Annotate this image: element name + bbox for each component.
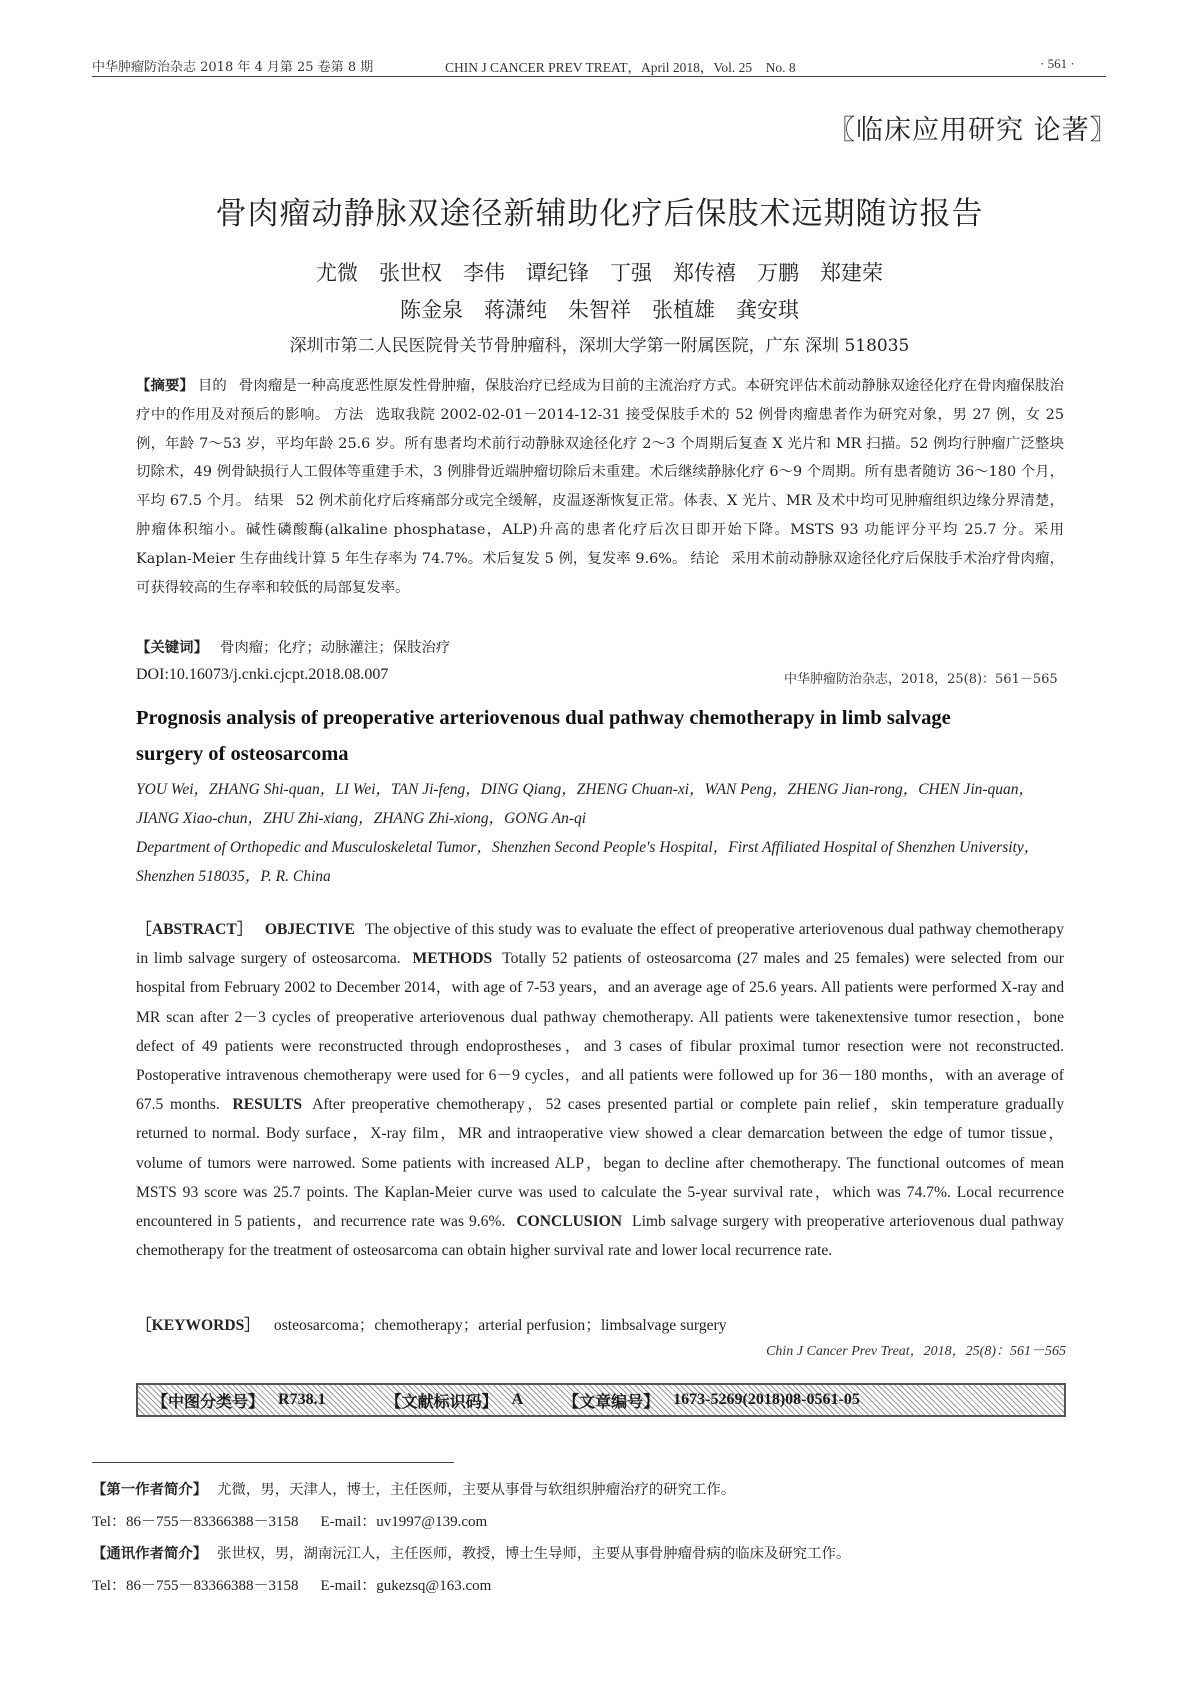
affiliation-en: Department of Orthopedic and Musculoskeletal Tumor，Shenzhen Second People's Hospital，First Affiliated Hospital of Shenzhen University，Shenzhen 518035，P. R. China <box>136 839 1040 885</box>
first-author-text: 尤微，男，天津人，博士，主任医师，主要从事骨与软组织肿瘤治疗的研究工作。 <box>217 1482 736 1498</box>
conclusion-cn-text: 采用术前动静脉双途径化疗后保肢手术治疗骨肉瘤，可获得较高的生存率和较低的局部复发率。 <box>136 550 1064 596</box>
keywords-en-label: ［KEYWORDS］ <box>136 1317 260 1334</box>
doc-code-label: 【文献标识码】 <box>385 1391 498 1411</box>
classification-box <box>136 1383 1066 1417</box>
article-id-label: 【文章编号】 <box>563 1391 660 1411</box>
first-author-contact <box>92 1510 487 1531</box>
corresponding-author-note <box>92 1542 850 1563</box>
clc-value: R738.1 <box>278 1391 326 1408</box>
objective-en-label: OBJECTIVE <box>264 921 355 938</box>
objective-cn-text: 骨肉瘤是一种高度恶性原发性骨肿瘤，保肢治疗已经成为目前的主流治疗方式。本研究评估术前动静脉双途径化疗在骨肉瘤保肢治疗中的作用及对预后的影响。 <box>136 378 1064 423</box>
methods-cn-label: 方法 <box>333 406 364 423</box>
affiliation-cn: 深圳市第二人民医院骨关节骨肿瘤科，深圳大学第一附属医院，广东 深圳 518035 <box>289 336 910 356</box>
conclusion-cn-label: 结论 <box>690 550 720 567</box>
results-en-text: After preoperative chemotherapy，52 cases presented partial or complete pain relief，skin temperature gradually returned to normal. Body surface，X-ray film，MR and intraoperative view showed a clear demarcation between the edge of tumor tissue，volume of tumors were narrowed. Some patients with increased ALP，began to decline after chemotherapy. The functional outcomes of mean MSTS 93 score was 25.7 points. The Kaplan-Meier curve was used to calculate the 5-year survival rate，which was 74.7%. Local recurrence encountered in 5 patients，and recurrence rate was 9.6%. <box>136 1096 1065 1231</box>
corresponding-label: 【通讯作者简介】 <box>92 1545 208 1562</box>
methods-cn-text: 选取我院 2002-02-01－2014-12-31 接受保肢手术的 52 例骨肉瘤患者作为研究对象，男 27 例，女 25 例，年龄 7～53 岁，平均年龄 25.6 岁。所有患者均术前行动静脉双途径化疗 2～3 个周期后复查 X 光片和 MR 扫描。52 例均行肿瘤广泛整块切除术，49 例骨缺损行人工假体等重建手术，3 例腓骨近端肿瘤切除后未重建。术后继续静脉化疗 6～9 个周期。所有患者随访 36～180 个月，平均 67.5 个月。 <box>136 406 1064 510</box>
clc-label: 【中图分类号】 <box>152 1391 265 1411</box>
abstract-en-label: ［ABSTRACT］ <box>136 921 253 938</box>
journal-header-cn: 中华肿瘤防治杂志 2018 年 4 月第 25 卷第 8 期 <box>92 60 374 75</box>
article-id-value: 1673-5269(2018)08-0561-05 <box>673 1391 860 1408</box>
authors-cn-line1: 尤微 张世权 李伟 谭纪锋 丁强 郑传禧 万鹏 郑建荣 <box>316 261 883 285</box>
corresponding-tel: Tel：86－755－83366388－3158 <box>92 1578 299 1594</box>
doc-code-value: A <box>511 1391 524 1408</box>
conclusion-en-label: CONCLUSION <box>516 1213 623 1231</box>
results-en-label: RESULTS <box>232 1096 303 1114</box>
first-author-note <box>92 1478 735 1499</box>
keywords-cn-text: 骨肉瘤；化疗；动脉灌注；保肢治疗 <box>219 640 451 656</box>
first-author-tel: Tel：86－755－83366388－3158 <box>92 1514 299 1530</box>
keywords-cn-label: 【关键词】 <box>136 639 208 656</box>
page-number: · 561 · <box>1040 56 1075 71</box>
corresponding-text: 张世权，男，湖南沅江人，主任医师，教授，博士生导师，主要从事骨肿瘤骨病的临床及研究工作。 <box>217 1546 851 1562</box>
section-tag: 〖临床应用研究 论著〗 <box>828 115 1118 146</box>
keywords-cn <box>136 636 450 657</box>
methods-en-label: METHODS <box>412 950 493 968</box>
objective-cn-label: 目的 <box>197 378 227 394</box>
first-author-email[interactable]: E-mail：uv1997@139.com <box>320 1514 488 1530</box>
methods-en-text: Totally 52 patients of osteosarcoma (27 males and 25 females) were selected from our hospital from February 2002 to December 2014，with age of 7-53 years，and an average age of 25.6 years. All patients were performed X-ray and MR scan after 2－3 cycles of preoperative arteriovenous dual pathway chemotherapy. All patients were takenextensive tumor resection，bone defect of 49 patients were reconstructed through endoprostheses，and 3 cases of fibular proximal tumor resection were not reconstructed. Postoperative intravenous chemotherapy were used for 6－9 cycles，and all patients were followed up for 36－180 months，with an average of 67.5 months. <box>136 950 1064 1114</box>
header-rule <box>92 76 1106 77</box>
corresponding-author-contact <box>92 1574 491 1595</box>
authors-cn-line2: 陈金泉 蒋潇纯 朱智祥 张植雄 龚安琪 <box>400 298 799 322</box>
title-en: Prognosis analysis of preoperative arteriovenous dual pathway chemotherapy in limb salvage surgery of osteosarcoma <box>136 707 951 765</box>
conclusion-en-text: Limb salvage surgery with preoperative arteriovenous dual pathway chemotherapy for the treatment of osteosarcoma can obtain higher survival rate and lower local recurrence rate. <box>136 1213 1064 1260</box>
objective-en-text: The objective of this study was to evaluate the effect of preoperative arteriovenous dual pathway chemotherapy in limb salvage surgery of osteosarcoma. <box>136 921 1064 968</box>
doi: DOI:10.16073/j.cnki.cjcpt.2018.08.007 <box>136 666 389 683</box>
journal-header-en: CHIN J CANCER PREV TREAT，April 2018，Vol. 25 No. 8 <box>445 60 796 75</box>
abstract-en <box>136 915 1064 1265</box>
footnote-rule <box>92 1462 454 1463</box>
citation-en: Chin J Cancer Prev Treat，2018，25(8)：561－565 <box>766 1344 1066 1359</box>
citation-cn: 中华肿瘤防治杂志，2018，25(8)：561－565 <box>784 672 1058 687</box>
results-cn-label: 结果 <box>254 493 284 510</box>
corresponding-email[interactable]: E-mail：gukezsq@163.com <box>320 1578 492 1594</box>
title-cn: 骨肉瘤动静脉双途径新辅助化疗后保肢术远期随访报告 <box>215 196 984 232</box>
results-cn-text: 52 例术前化疗后疼痛部分或完全缓解，皮温逐渐恢复正常。体表、X 光片、MR 及术中均可见肿瘤组织边缘分界清楚，肿瘤体积缩小。碱性磷酸酶(alkaline phosphatase，ALP)升高的患者化疗后次日即开始下降。MSTS 93 功能评分平均 25.7 分。采用 Kaplan-Meier 生存曲线计算 5 年生存率为 74.7%。术后复发 5 例，复发率 9.6%。 <box>136 493 1064 567</box>
abstract-cn <box>136 372 1064 602</box>
abstract-cn-label: 【摘要】 <box>136 377 194 394</box>
authors-en: YOU Wei，ZHANG Shi-quan，LI Wei，TAN Ji-feng，DING Qiang，ZHENG Chuan-xi，WAN Peng，ZHENG Jian-rong，CHEN Jin-quan，JIANG Xiao-chun，ZHU Zhi-xiang，ZHANG Zhi-xiong，GONG An-qi <box>136 781 1035 827</box>
first-author-label: 【第一作者简介】 <box>92 1481 208 1498</box>
keywords-en-text: osteosarcoma；chemotherapy；arterial perfusion；limbsalvage surgery <box>273 1317 727 1334</box>
keywords-en <box>136 1313 727 1335</box>
